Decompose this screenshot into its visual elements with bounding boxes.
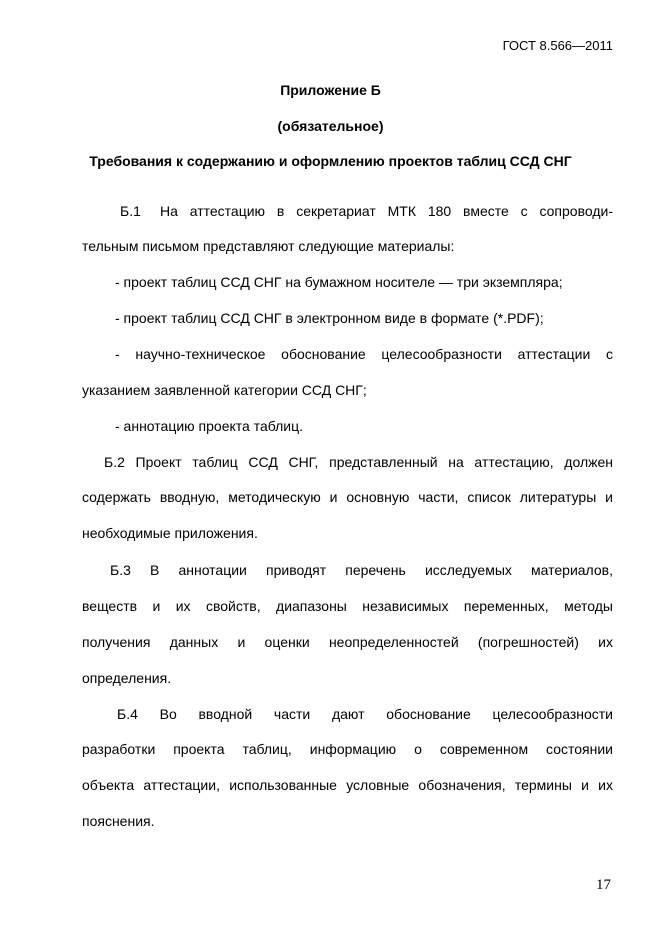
section-b1-line-2: тельным письмом представляют следующие материалы: [82, 238, 455, 254]
section-b4-line-3: объекта аттестации, использованные условные обозначения, термины и их [82, 777, 613, 793]
appendix-heading: Требования к содержанию и оформлению проектов таблиц ССД СНГ [89, 153, 572, 169]
section-b1-line-1: На аттестацию в секретариат МТК 180 вместе с сопроводи- [160, 203, 613, 219]
list-item-continuation: указанием заявленной категории ССД СНГ; [82, 382, 367, 398]
section-b3-line-1: Б.3 В аннотации приводят перечень исследуемых материалов, [110, 562, 613, 578]
section-b1-number: Б.1 [120, 203, 141, 219]
section-b4-line-4: пояснения. [82, 813, 155, 829]
page-number: 17 [596, 877, 611, 893]
list-item: - научно-техническое обоснование целесообразности аттестации с [115, 346, 613, 362]
section-b4-line-1: Б.4 Во вводной части дают обоснование целесообразности [117, 706, 613, 722]
section-b2-line-1: Б.2 Проект таблиц ССД СНГ, представленный на аттестацию, должен [104, 454, 613, 470]
appendix-title: Приложение Б [280, 82, 381, 98]
section-b3-line-3: получения данных и оценки неопределенностей (погрешностей) их [82, 634, 613, 650]
standard-code: ГОСТ 8.566—2011 [502, 38, 613, 53]
list-item: - проект таблиц ССД СНГ на бумажном носителе — три экземпляра; [115, 274, 563, 290]
section-b3-line-4: определения. [82, 670, 172, 686]
section-b2-line-3: необходимые приложения. [82, 525, 258, 541]
section-b3-line-2: веществ и их свойств, диапазоны независимых переменных, методы [82, 598, 613, 614]
section-b2-line-2: содержать вводную, методическую и основную части, список литературы и [82, 489, 613, 505]
appendix-status: (обязательное) [277, 118, 384, 134]
list-item: - проект таблиц ССД СНГ в электронном виде в формате (*.PDF); [115, 310, 544, 326]
list-item: - аннотацию проекта таблиц. [115, 418, 304, 434]
section-b4-line-2: разработки проекта таблиц, информацию о современном состоянии [82, 741, 613, 757]
